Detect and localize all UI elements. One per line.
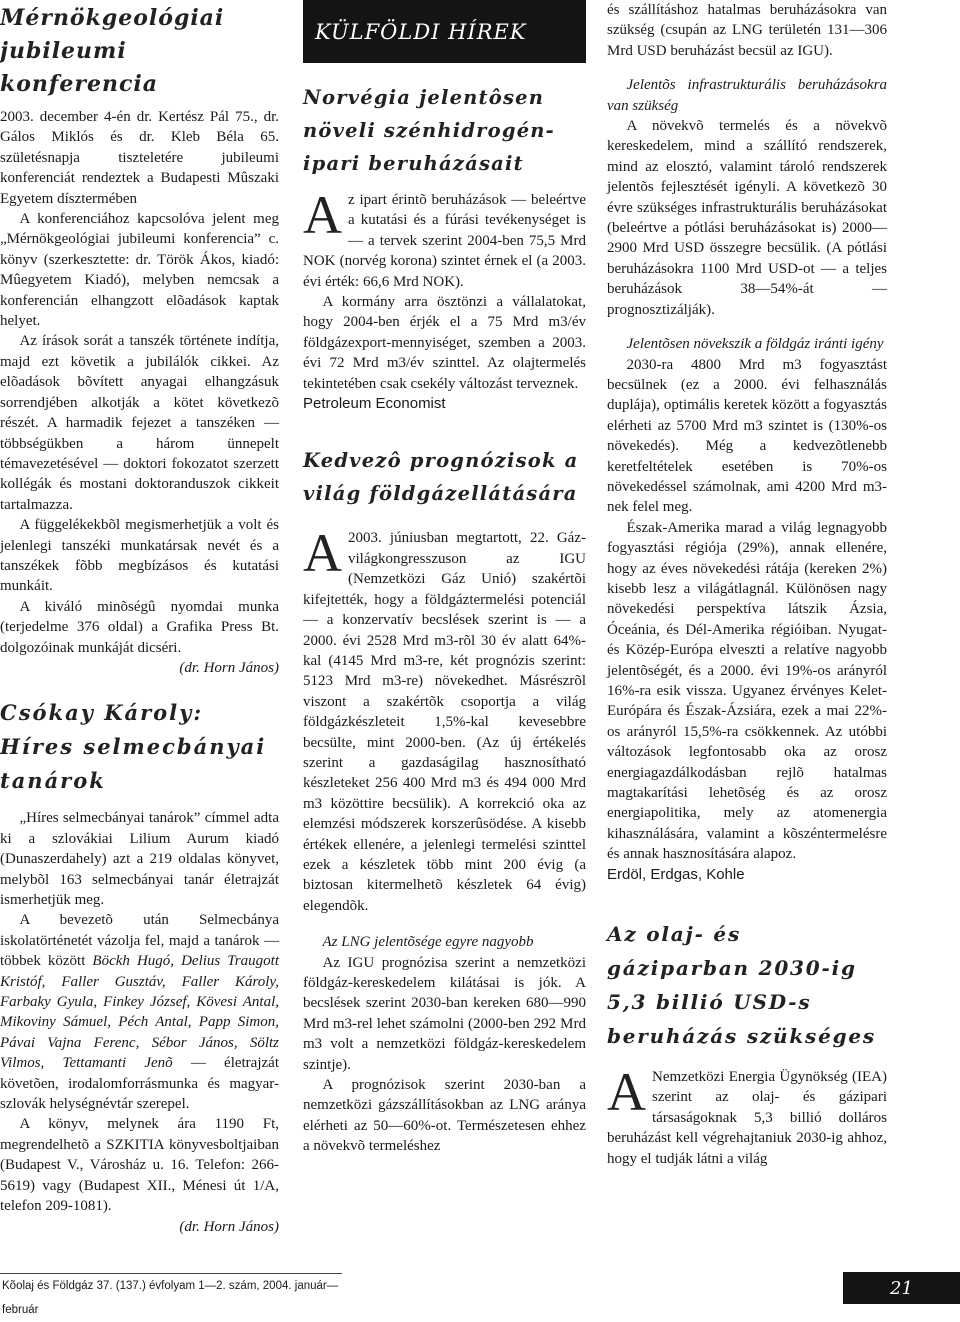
paragraph — [303, 523, 586, 916]
paragraph: Észak-Amerika marad a világ legnagyobb fogyasztási régiója (29%), annak ellenére, hogy az éves növekedési rátája (kereken 2%) kisebb lesz a világátlagnál. Különösen nagy növekedési perspektíva látszik Ázsia, Óceánia, és Dél-Amerika régióiban. Nyugat- és Közép-Európa elveszti a relatíve nagyobb jelentõségét, és a 2000. évi 19%-os arányról 16%-ra esik vissza. Ugyanez érvényes Kelet-Európára és Észak-Ázsiára, ezek a mai 22%-os arányról 15,5%-ra csökkennek. Az utóbbi változások legfontosabb oka az orosz energiagazdálkodásban rejlõ hatalmas magtakarítási lehetõség és az orosz energiapolitika, mely az atomenergia kihasználására, valamint a kõszéntermelésre és annak hasznosítására alapoz. — [607, 519, 887, 863]
column-left — [0, 0, 279, 1237]
paragraph — [303, 185, 586, 292]
subheading: Jelentõs infrastrukturális beruházásokra van szükség — [607, 77, 887, 114]
article-title-book-review: Csókay Károly: Híres selmecbányai tanárok — [0, 700, 267, 794]
paragraph-text: — életrajzát követõen, irodalomforrásmunka és magyar-szlovák helységnévtár szerepel. — [0, 1055, 279, 1113]
paragraph: A függelékekbõl megismerhetjük a volt és jelenlegi tanszéki munkatársak nevét és a tanszékek fõbb megbízásos és kutatási munkáit. — [0, 517, 279, 595]
paragraph-text: z ipart érintõ beruházások — beleértve a kutatási és a fúrási tevékenységet is — a tervek szerint 2004-ben 75,5 Mrd NOK (norvég korona) szintet érnek el (a 2003. évi érték: 66,6 Mrd NOK). — [303, 192, 586, 290]
author-signature: (dr. Horn János) — [179, 659, 279, 676]
column-right — [607, 0, 887, 1169]
article-title-gas-forecast: Kedvezô prognózisok a világ földgázellátására — [303, 449, 579, 506]
paragraph: 2003. december 4-én dr. Kertész Pál 75., dr. Gálos Miklós és dr. Kleb Béla 65. születésnapja tiszteletére jubileumi konferenciát rendeztek a Budapesti Mûszaki Egyetem dísztermében — [0, 109, 279, 207]
paragraph: és szállításhoz hatalmas beruházásokra van szükség (csupán az LNG területén 131—306 Mrd USD beruházást becsül az IGU). — [607, 2, 887, 59]
source-credit: Erdöl, Erdgas, Kohle — [607, 865, 745, 883]
paragraph-text: 2003. júniusban megtartott, 22. Gáz-világkongresszuson az IGU (Nemzetközi Gáz Unió) szakértõi kifejtették, hogy a földgáztermelési potenciál — a konzervatív becslések szerint is — a 2000. évi 2528 Mrd m3-rõl 30 év alatt 64%-kal (4145 Mrd m3-re, két prognózis szerint: 5123 Mrd m3-re) növekedhet. Másrészrõl viszont a szakértõk csoportja a világ földgázkészleteit 1,5%-kal kevesebbre becsülte, mint 2000-ben. (Az új értékelés szerint a gazdaságilag hasznosítható készleteket 256 400 Mrd m3 és 494 000 Mrd m3 közöttire becsülik). A korrekció oka az elemzési módszerek korszerûsödése. A kisebb értékek ellenére, a jelenlegi termelési szinttel ezek a készletek több mint 200 évig (a biztosan kitermelhetõ készletek 64 évig) elegendõk. — [303, 530, 586, 914]
paragraph: Az írások sorát a tanszék története indítja, majd ezt követik a jubilálók cikkei. Az elõadások bõvített anyagai elhangzásuk sorrendjében alkotják a kötet következõ részét. A harmadik fejezet a tanszéken — többségükben a három ünnepelt témavezetésével — doktori fokozatot szerzett kollégák és mostani doktoranduszok cikkeit tartalmazza. — [0, 333, 279, 513]
paragraph: 2030-ra 4800 Mrd m3 fogyasztást becsülnek (ez a 2000. évi felhasználás duplája), optimális keretek között a fogyasztás elérheti az 5700 Mrd m3 szintet is (130%-os növekedés). Még a kedvezõtlenebb keretfeltételek esetében is 70%-os növekedéssel számolnak, ami 4200 Mrd m3-nek felel meg. — [607, 356, 887, 516]
paragraph — [607, 1062, 887, 1169]
drop-cap: A — [607, 1062, 646, 1123]
article-title-norway: Norvégia jelentôsen növeli szénhidrogén-ipari beruházásait — [303, 86, 555, 175]
paragraph-text: A bevezetõ után Selmecbánya iskolatörténetét vázolja fel, majd a tanárok — többek között — [0, 912, 279, 970]
section-banner: KÜLFÖLDI HÍREK — [303, 0, 586, 63]
paragraph: A könyv, melynek ára 1190 Ft, megrendelhetõ a SZKITIA könyvesboltjaiban (Budapest V., Városház u. 16. Telefon: 266-5619) vagy (Budapest XII., Ménesi út 1/A, telefon 209-1081). — [0, 1116, 279, 1215]
column-middle — [303, 0, 586, 1157]
paragraph-text: Nemzetközi Energia Ügynökség (IEA) szerint az olaj- és gázipari társaságoknak 5,3 billió dolláros beruházást kell végrehajtaniuk 2030-ig ahhoz, hogy el tudják látni a világ — [607, 1069, 887, 1167]
paragraph: A kiváló minõségû nyomdai munka (terjedelme 376 oldal) a Grafika Press Bt. dolgozóinak munkáját dicséri. — [0, 598, 279, 656]
page-number: 21 — [843, 1272, 960, 1304]
drop-cap: A — [303, 523, 342, 584]
paragraph: Az IGU prognózisa szerint a nemzetközi földgáz-kereskedelem kilátásai is jók. A becslések szerint 2030-ban kereken 680—990 Mrd m3-rel lehet számolni (2000-ben 292 Mrd m3 volt a nemzetközi földgáz-kereskedelem szintje). — [303, 954, 586, 1073]
subheading: Jelentõsen növekszik a földgáz iránti igény — [626, 336, 884, 353]
teacher-names: Böckh Hugó, Delius Traugott Kristóf, Faller Gusztáv, Faller Károly, Farbaky Gyula, Finkey József, Kövesi Antal, Mikoviny Sámuel, Péch Antal, Papp Simon, Pávai Vajna Ferenc, Sébor János, Söltz Vilmos, Tettamanti Jenõ — [0, 953, 279, 1072]
article-title-investment: Az olaj- és gáziparban 2030-ig 5,3 billió USD-s beruházás szükséges — [607, 922, 876, 1049]
paragraph: „Híres selmecbányai tanárok” címmel adta ki a szlovákiai Lilium Aurum kiadó (Dunaszerdahely) azt a 219 oldalas könyvet, melybõl 163 selmecbányai tanár életrajzát ismerhetjük meg. — [0, 810, 279, 908]
drop-cap: A — [303, 185, 342, 245]
paragraph: A kormány arra ösztönzi a vállalatokat, hogy 2004-ben érjék el a 75 Mrd m3/év földgázexport-mennyiséget, szemben a 2003. évi 72 Mrd m3/év szinttel. Az olajtermelés tekintetében csak csekély változást terveznek. — [303, 294, 586, 392]
paragraph — [0, 910, 279, 1114]
paragraph: A konferenciához kapcsolóva jelent meg „Mérnökgeológiai jubileumi konferencia” c. könyv (szerkesztette: dr. Török Ákos, kiadó: Mûegyetem Kiadó), melyben nemcsak a konferencián elhangzott elõadások kaptak helyet. — [0, 211, 279, 330]
subheading: Az LNG jelentõsége egyre nagyobb — [322, 934, 534, 951]
source-credit: Petroleum Economist — [303, 395, 446, 413]
article-title-conference: Mérnökgeológiai jubileumi konferencia — [0, 5, 225, 97]
paragraph: A növekvõ termelés és a növekvõ kereskedelem, mind a szállító rendszerek, mind az elosztó, valamint tároló rendszerek jelentõs fejlesztését igényli. A következõ 30 évre szükséges infrastrukturális beruházásokat (beleértve a pótlási beruházásokat is) 2000—2900 Mrd USD összegre becsülik. (A pótlási beruházásokra 1100 Mrd USD-ot — a teljes beruházások 38—54%-át — prognosztizálják). — [607, 118, 887, 318]
author-signature: (dr. Horn János) — [179, 1218, 279, 1235]
paragraph: A prognózisok szerint 2030-ban a nemzetközi gázszállításokban az LNG aránya elérheti az 50—60%-ot. Természetesen ehhez a növekvõ termeléshez — [303, 1077, 586, 1155]
journal-footer: Kõolaj és Földgáz 37. (137.) évfolyam 1—2. szám, 2004. január—február — [0, 1273, 342, 1298]
